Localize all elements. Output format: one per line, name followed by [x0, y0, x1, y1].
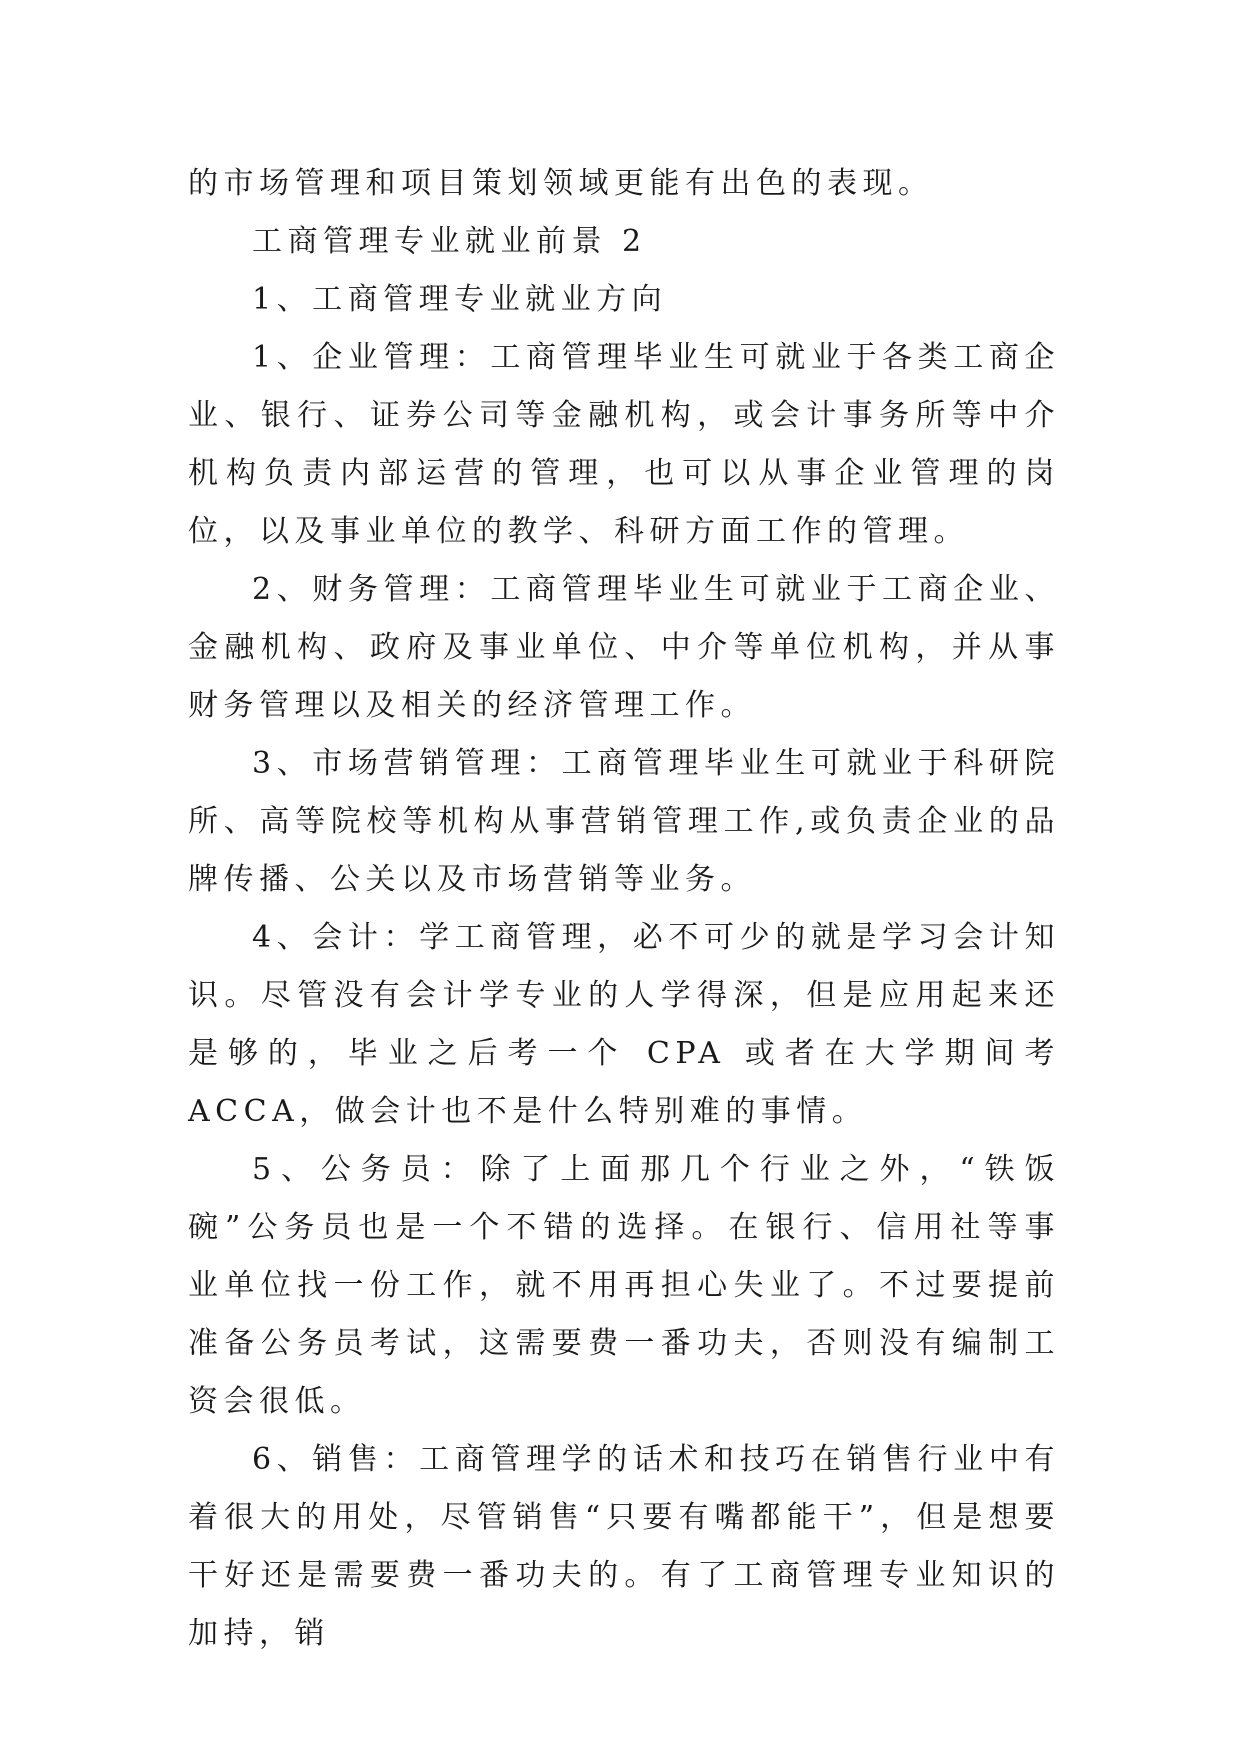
paragraph-enterprise-management: 1、企业管理：工商管理毕业生可就业于各类工商企业、银行、证券公司等金融机构，或会计事务所等中介机构负责内部运营的管理，也可以从事企业管理的岗位，以及事业单位的教学、科研方面工作的管理。 [188, 340, 1060, 549]
paragraph-accounting: 4、会计：学工商管理，必不可少的就是学习会计知识。尽管没有会计学专业的人学得深，但是应用起来还是够的，毕业之后考一个 CPA 或者在大学期间考 ACCA，做会计也不是什么特别难的事情。 [188, 920, 1060, 1129]
document-body [188, 155, 1060, 1663]
paragraph-sales: 6、销售：工商管理学的话术和技巧在销售行业中有着很大的用处，尽管销售“只要有嘴都能干”，但是想要干好还是需要费一番功夫的。有了工商管理专业知识的加持，销 [188, 1442, 1060, 1651]
paragraph-financial-management: 2、财务管理：工商管理毕业生可就业于工商企业、金融机构、政府及事业单位、中介等单位机构，并从事财务管理以及相关的经济管理工作。 [188, 572, 1060, 723]
section-heading: 工商管理专业就业前景 2 [252, 224, 647, 259]
subsection-heading: 1、工商管理专业就业方向 [252, 282, 668, 317]
paragraph-marketing-management: 3、市场营销管理：工商管理毕业生可就业于科研院所、高等院校等机构从事营销管理工作,或负责企业的品牌传播、公关以及市场营销等业务。 [188, 746, 1060, 897]
paragraph-continuation: 的市场管理和项目策划领域更能有出色的表现。 [188, 166, 934, 201]
paragraph-civil-servant: 5、公务员：除了上面那几个行业之外，“铁饭碗”公务员也是一个不错的选择。在银行、信用社等事业单位找一份工作，就不用再担心失业了。不过要提前准备公务员考试，这需要费一番功夫，否则没有编制工资会很低。 [188, 1152, 1060, 1419]
